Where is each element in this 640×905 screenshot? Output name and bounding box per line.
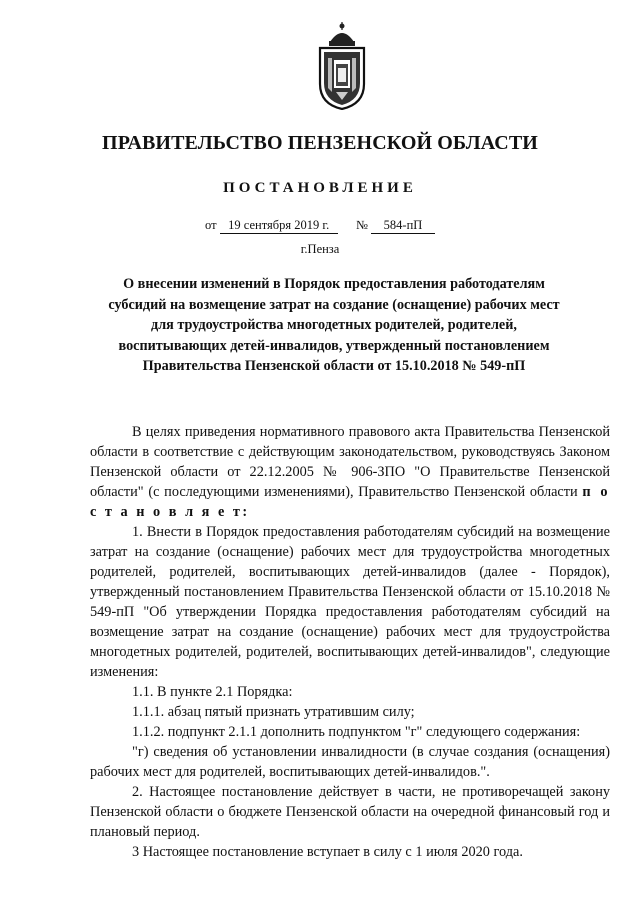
paragraph-1-1-2: 1.1.2. подпункт 2.1.1 дополнить подпунктом "г" следующего содержания:: [132, 724, 581, 740]
paragraph-1-1-1: 1.1.1. абзац пятый признать утратившим силу;: [132, 704, 415, 720]
number-prefix: №: [355, 218, 368, 232]
city: г.Пенза: [300, 242, 340, 256]
paragraph-1-1: 1.1. В пункте 2.1 Порядка:: [132, 684, 293, 700]
date-number-line: [0, 218, 640, 234]
government-title: ПРАВИТЕЛЬСТВО ПЕНЗЕНСКОЙ ОБЛАСТИ: [102, 132, 538, 154]
document-date: 19 сентября 2019 г.: [220, 218, 338, 234]
paragraph-3: 3 Настоящее постановление вступает в силу с 1 июля 2020 года.: [132, 844, 523, 860]
paragraph-1: 1. Внести в Порядок предоставления работодателям субсидий на возмещение затрат на создание (оснащение) рабочих мест для трудоустройства многодетных родителей, родителей, воспитывающих детей-инвалидов (далее - Порядок), утвержденный постановлением Правительства Пензенской области от 15.10.2018 № 549-пП "Об утверждении Порядка предоставления работодателям субсидий на возмещение затрат на создание (оснащение) рабочих мест для трудоустройства многодетных родителей, родителей, воспитывающих детей-инвалидов", следующие изменения:: [90, 524, 610, 680]
document-heading: О внесении изменений в Порядок предоставления работодателям субсидий на возмещение затрат на создание (оснащение) рабочих мест для трудоустройства многодетных родителей, родителей, воспитывающих детей-инвалидов, утвержденный постановлением Правительства Пензенской области от 15.10.2018 № 549-пП: [108, 276, 560, 374]
paragraph-g: "г) сведения об установлении инвалидности (в случае создания (оснащения) рабочих мест для родителей, воспитывающих детей-инвалидов.".: [90, 744, 610, 780]
preamble-text: В целях приведения нормативного правового акта Правительства Пензенской области в соответствие с действующим законодательством, руководствуясь Законом Пензенской области от 22.12.2005 № 906-ЗПО "О Правительстве Пензенской области" (с последующими изменениями), Правительство Пензенской области: [90, 424, 610, 500]
date-prefix: от: [205, 218, 217, 232]
document-number: 584-пП: [371, 218, 435, 234]
document-body: [90, 422, 610, 862]
document-type: ПОСТАНОВЛЕНИЕ: [223, 180, 417, 196]
resolves-word: п о с т а н о в л я е т:: [90, 484, 610, 520]
paragraph-2: 2. Настоящее постановление действует в части, не противоречащей закону Пензенской области о бюджете Пензенской области на очередной финансовый год и плановый период.: [90, 784, 610, 840]
preamble-paragraph: [90, 422, 610, 522]
penza-coat-of-arms-icon: [316, 22, 368, 110]
